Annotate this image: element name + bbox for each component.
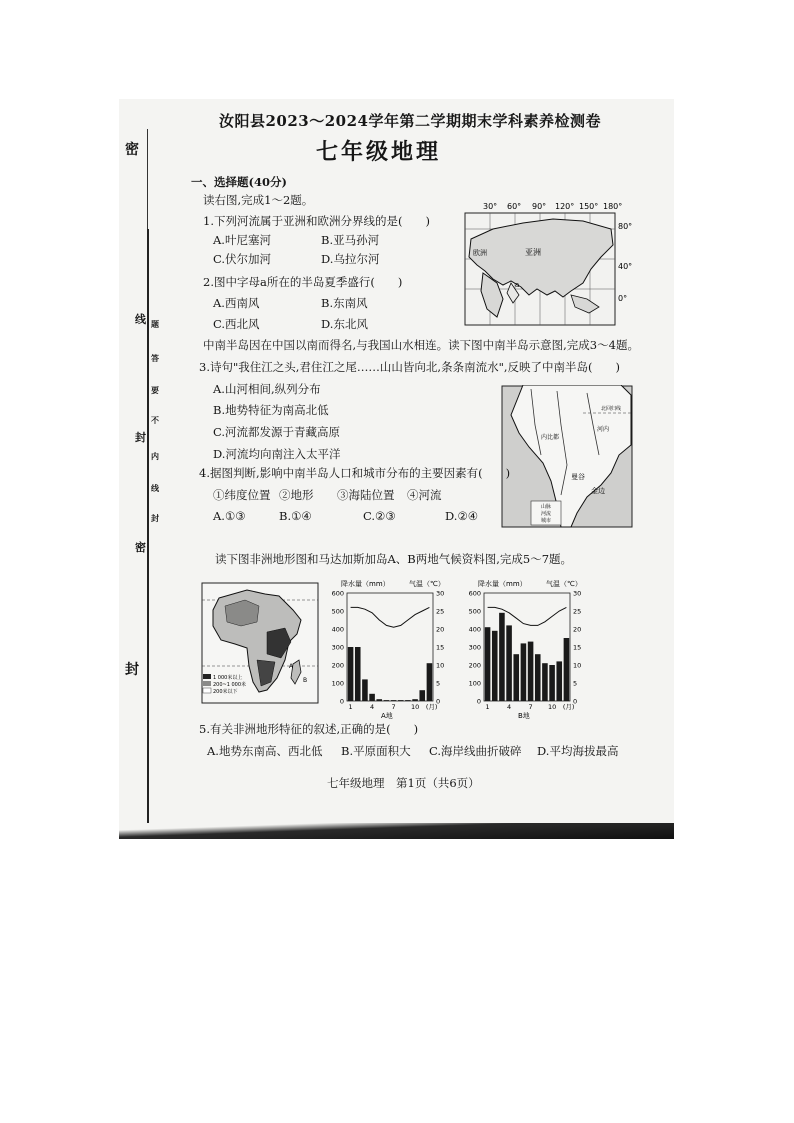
- temp-tick-label: 5: [573, 679, 578, 688]
- map-label: 金边: [591, 487, 605, 495]
- legend-label: 1 000米以上: [213, 675, 243, 681]
- option: D.②④: [445, 509, 479, 523]
- intro-text: 读下图非洲地形图和马达加斯加岛A、B两地气候资料图,完成5～7题。: [215, 552, 573, 566]
- map-label: 内比都: [541, 434, 560, 441]
- month-tick-label: 1: [485, 703, 490, 711]
- option: C.河流都发源于青藏高原: [213, 425, 341, 439]
- month-tick-label: 10: [410, 703, 420, 711]
- option: B.地势特征为南高北低: [213, 403, 329, 417]
- month-tick-label: 7: [391, 703, 396, 711]
- precip-tick-label: 400: [468, 625, 481, 634]
- precip-bar: [412, 699, 418, 701]
- asia-map: [463, 199, 643, 329]
- lat-label: 40°: [618, 262, 633, 271]
- map-label: 北回归线: [601, 406, 622, 412]
- seal-char: 封: [135, 431, 146, 444]
- precip-bar: [492, 631, 498, 701]
- precip-bar: [564, 638, 570, 701]
- section-heading: 一、选择题(40分): [191, 175, 287, 189]
- lon-label: 120°: [555, 202, 575, 211]
- option: A.叶尼塞河: [213, 233, 271, 247]
- precip-bar: [405, 700, 411, 701]
- seal-char: 封: [151, 513, 159, 523]
- exam-title: 汝阳县2023～2024学年第二学期期末学科素养检测卷: [219, 112, 601, 130]
- precip-tick-label: 600: [331, 589, 344, 598]
- question-5: 5.有关非洲地形特征的叙述,正确的是( ): [199, 722, 419, 736]
- precip-tick-label: 500: [468, 607, 481, 616]
- temp-tick-label: 15: [436, 643, 445, 652]
- chart-plot: [469, 590, 582, 712]
- factor: ④河流: [407, 488, 442, 502]
- binding-mark: 密: [125, 142, 139, 158]
- option: D.东北风: [321, 317, 368, 331]
- precip-bar: [499, 613, 505, 701]
- precip-bar: [506, 625, 512, 701]
- temp-tick-label: 20: [573, 625, 582, 634]
- lat-label: 0°: [618, 294, 628, 303]
- intro-text: 中南半岛因在中国以南而得名,与我国山水相连。读下图中南半岛示意图,完成3～4题。: [203, 338, 639, 352]
- temp-tick-label: 10: [436, 661, 445, 670]
- seal-char: 内: [151, 451, 159, 461]
- option: B.东南风: [321, 296, 368, 310]
- scan-shadow: [119, 823, 674, 839]
- month-unit-label: (月): [425, 703, 438, 711]
- precip-bar: [542, 663, 548, 701]
- option: C.伏尔加河: [213, 252, 272, 266]
- temp-tick-label: 25: [573, 607, 582, 616]
- chart-plot: [332, 590, 445, 712]
- seal-char: 不: [151, 415, 159, 425]
- option: A.西南风: [213, 296, 260, 310]
- precip-bar: [362, 679, 368, 701]
- seal-char: 线: [151, 483, 159, 493]
- seal-char: 题: [151, 319, 159, 329]
- option: C.西北风: [213, 317, 260, 331]
- factor: ②地形: [279, 488, 314, 502]
- month-tick-label: 7: [528, 703, 533, 711]
- option: A.①③: [213, 509, 246, 523]
- lon-label: 30°: [483, 202, 498, 211]
- option: A.地势东南高、西北低: [207, 744, 323, 758]
- precip-axis-label: 降水量（mm）: [341, 580, 390, 588]
- temp-tick-label: 0: [573, 697, 578, 706]
- precip-tick-label: 100: [331, 679, 344, 688]
- precip-bar: [391, 700, 397, 701]
- option: A.山河相间,纵列分布: [213, 382, 321, 396]
- precip-bar: [513, 654, 519, 701]
- precip-tick-label: 0: [476, 697, 481, 706]
- map-label: 河内: [597, 426, 610, 433]
- temp-line: [351, 607, 430, 627]
- month-tick-label: 4: [370, 703, 375, 711]
- precip-tick-label: 600: [468, 589, 481, 598]
- factor: ①纬度位置: [213, 488, 271, 502]
- climate-chart-a: [325, 577, 455, 719]
- precip-bar: [419, 690, 425, 701]
- precip-tick-label: 0: [339, 697, 344, 706]
- precip-bar: [384, 700, 390, 701]
- precip-bar: [521, 643, 527, 701]
- binding-mark: 封: [125, 662, 139, 678]
- precip-bar: [528, 642, 534, 701]
- intro-text: 读右图,完成1～2题。: [203, 193, 314, 207]
- lon-label: 90°: [532, 202, 547, 211]
- temp-tick-label: 5: [436, 679, 441, 688]
- chart-name: A地: [381, 712, 393, 719]
- legend-label: 200米以下: [213, 689, 238, 695]
- legend-label: 200~1 000米: [213, 682, 247, 688]
- question-1: 1.下列河流属于亚洲和欧洲分界线的是( ): [203, 214, 430, 228]
- option: C.②③: [363, 509, 396, 523]
- map-label: 亚洲: [525, 248, 541, 257]
- africa-map: [201, 582, 321, 704]
- temp-tick-label: 30: [573, 589, 582, 598]
- climate-chart-b: [462, 577, 596, 719]
- temp-tick-label: 30: [436, 589, 445, 598]
- precip-tick-label: 400: [331, 625, 344, 634]
- precip-tick-label: 500: [331, 607, 344, 616]
- precip-bar: [355, 647, 361, 701]
- legend-label: 城市: [541, 518, 552, 524]
- lon-label: 60°: [507, 202, 522, 211]
- precip-bar: [485, 627, 491, 701]
- option: C.海岸线曲折破碎: [429, 744, 522, 758]
- month-tick-label: 10: [547, 703, 557, 711]
- subject-title: 七年级地理: [316, 139, 442, 165]
- precip-axis-label: 降水量（mm）: [478, 580, 527, 588]
- question-2: 2.图中字母a所在的半岛夏季盛行( ): [203, 275, 403, 289]
- chart-name: B地: [518, 712, 530, 719]
- option: B.①④: [279, 509, 312, 523]
- option: D.平均海拔最高: [537, 744, 619, 758]
- indochina-map: [501, 385, 633, 528]
- temp-tick-label: 15: [573, 643, 582, 652]
- precip-bar: [427, 663, 433, 701]
- seal-char: 要: [151, 385, 159, 395]
- map-label: 欧洲: [473, 249, 487, 257]
- precip-tick-label: 200: [468, 661, 481, 670]
- precip-tick-label: 300: [468, 643, 481, 652]
- option: D.乌拉尔河: [321, 252, 380, 266]
- seal-char: 线: [135, 313, 146, 326]
- question-3: 3.诗句"我住江之头,君住江之尾……山山皆向北,条条南流水",反映了中南半岛( ): [199, 360, 620, 374]
- precip-bar: [369, 694, 375, 701]
- month-tick-label: 1: [348, 703, 353, 711]
- precip-bar: [535, 654, 541, 701]
- map-label: B: [303, 677, 308, 684]
- exam-sheet: [119, 99, 674, 839]
- lon-label: 150°: [579, 202, 599, 211]
- precip-tick-label: 300: [331, 643, 344, 652]
- month-tick-label: 4: [507, 703, 512, 711]
- temp-tick-label: 10: [573, 661, 582, 670]
- temp-axis-label: 气温（℃）: [546, 580, 582, 588]
- precip-bar: [348, 647, 354, 701]
- question-4: 4.据图判断,影响中南半岛人口和城市分布的主要因素有( ): [199, 466, 511, 480]
- option: B.平原面积大: [341, 744, 411, 758]
- legend-label: 山脉: [541, 504, 552, 510]
- legend-label: 河流: [541, 511, 552, 517]
- precip-tick-label: 100: [468, 679, 481, 688]
- precip-bar: [556, 661, 562, 701]
- option: D.河流均向南注入太平洋: [213, 447, 341, 461]
- precip-bar: [549, 665, 555, 701]
- lat-label: 80°: [618, 222, 633, 231]
- temp-axis-label: 气温（℃）: [409, 580, 445, 588]
- factor: ③海陆位置: [337, 488, 395, 502]
- temp-tick-label: 25: [436, 607, 445, 616]
- seal-char: 密: [135, 541, 146, 554]
- lon-label: 180°: [603, 202, 623, 211]
- month-unit-label: (月): [562, 703, 575, 711]
- option: B.亚马孙河: [321, 233, 380, 247]
- page-footer: 七年级地理 第1页（共6页）: [327, 776, 480, 790]
- temp-tick-label: 20: [436, 625, 445, 634]
- precip-bar: [398, 700, 404, 701]
- map-label: A: [289, 663, 294, 670]
- precip-bar: [376, 699, 382, 701]
- temp-tick-label: 0: [436, 697, 441, 706]
- precip-tick-label: 200: [331, 661, 344, 670]
- map-label: a: [515, 281, 520, 289]
- seal-line: [147, 229, 149, 829]
- map-label: 曼谷: [571, 473, 585, 481]
- seal-char: 答: [151, 353, 159, 363]
